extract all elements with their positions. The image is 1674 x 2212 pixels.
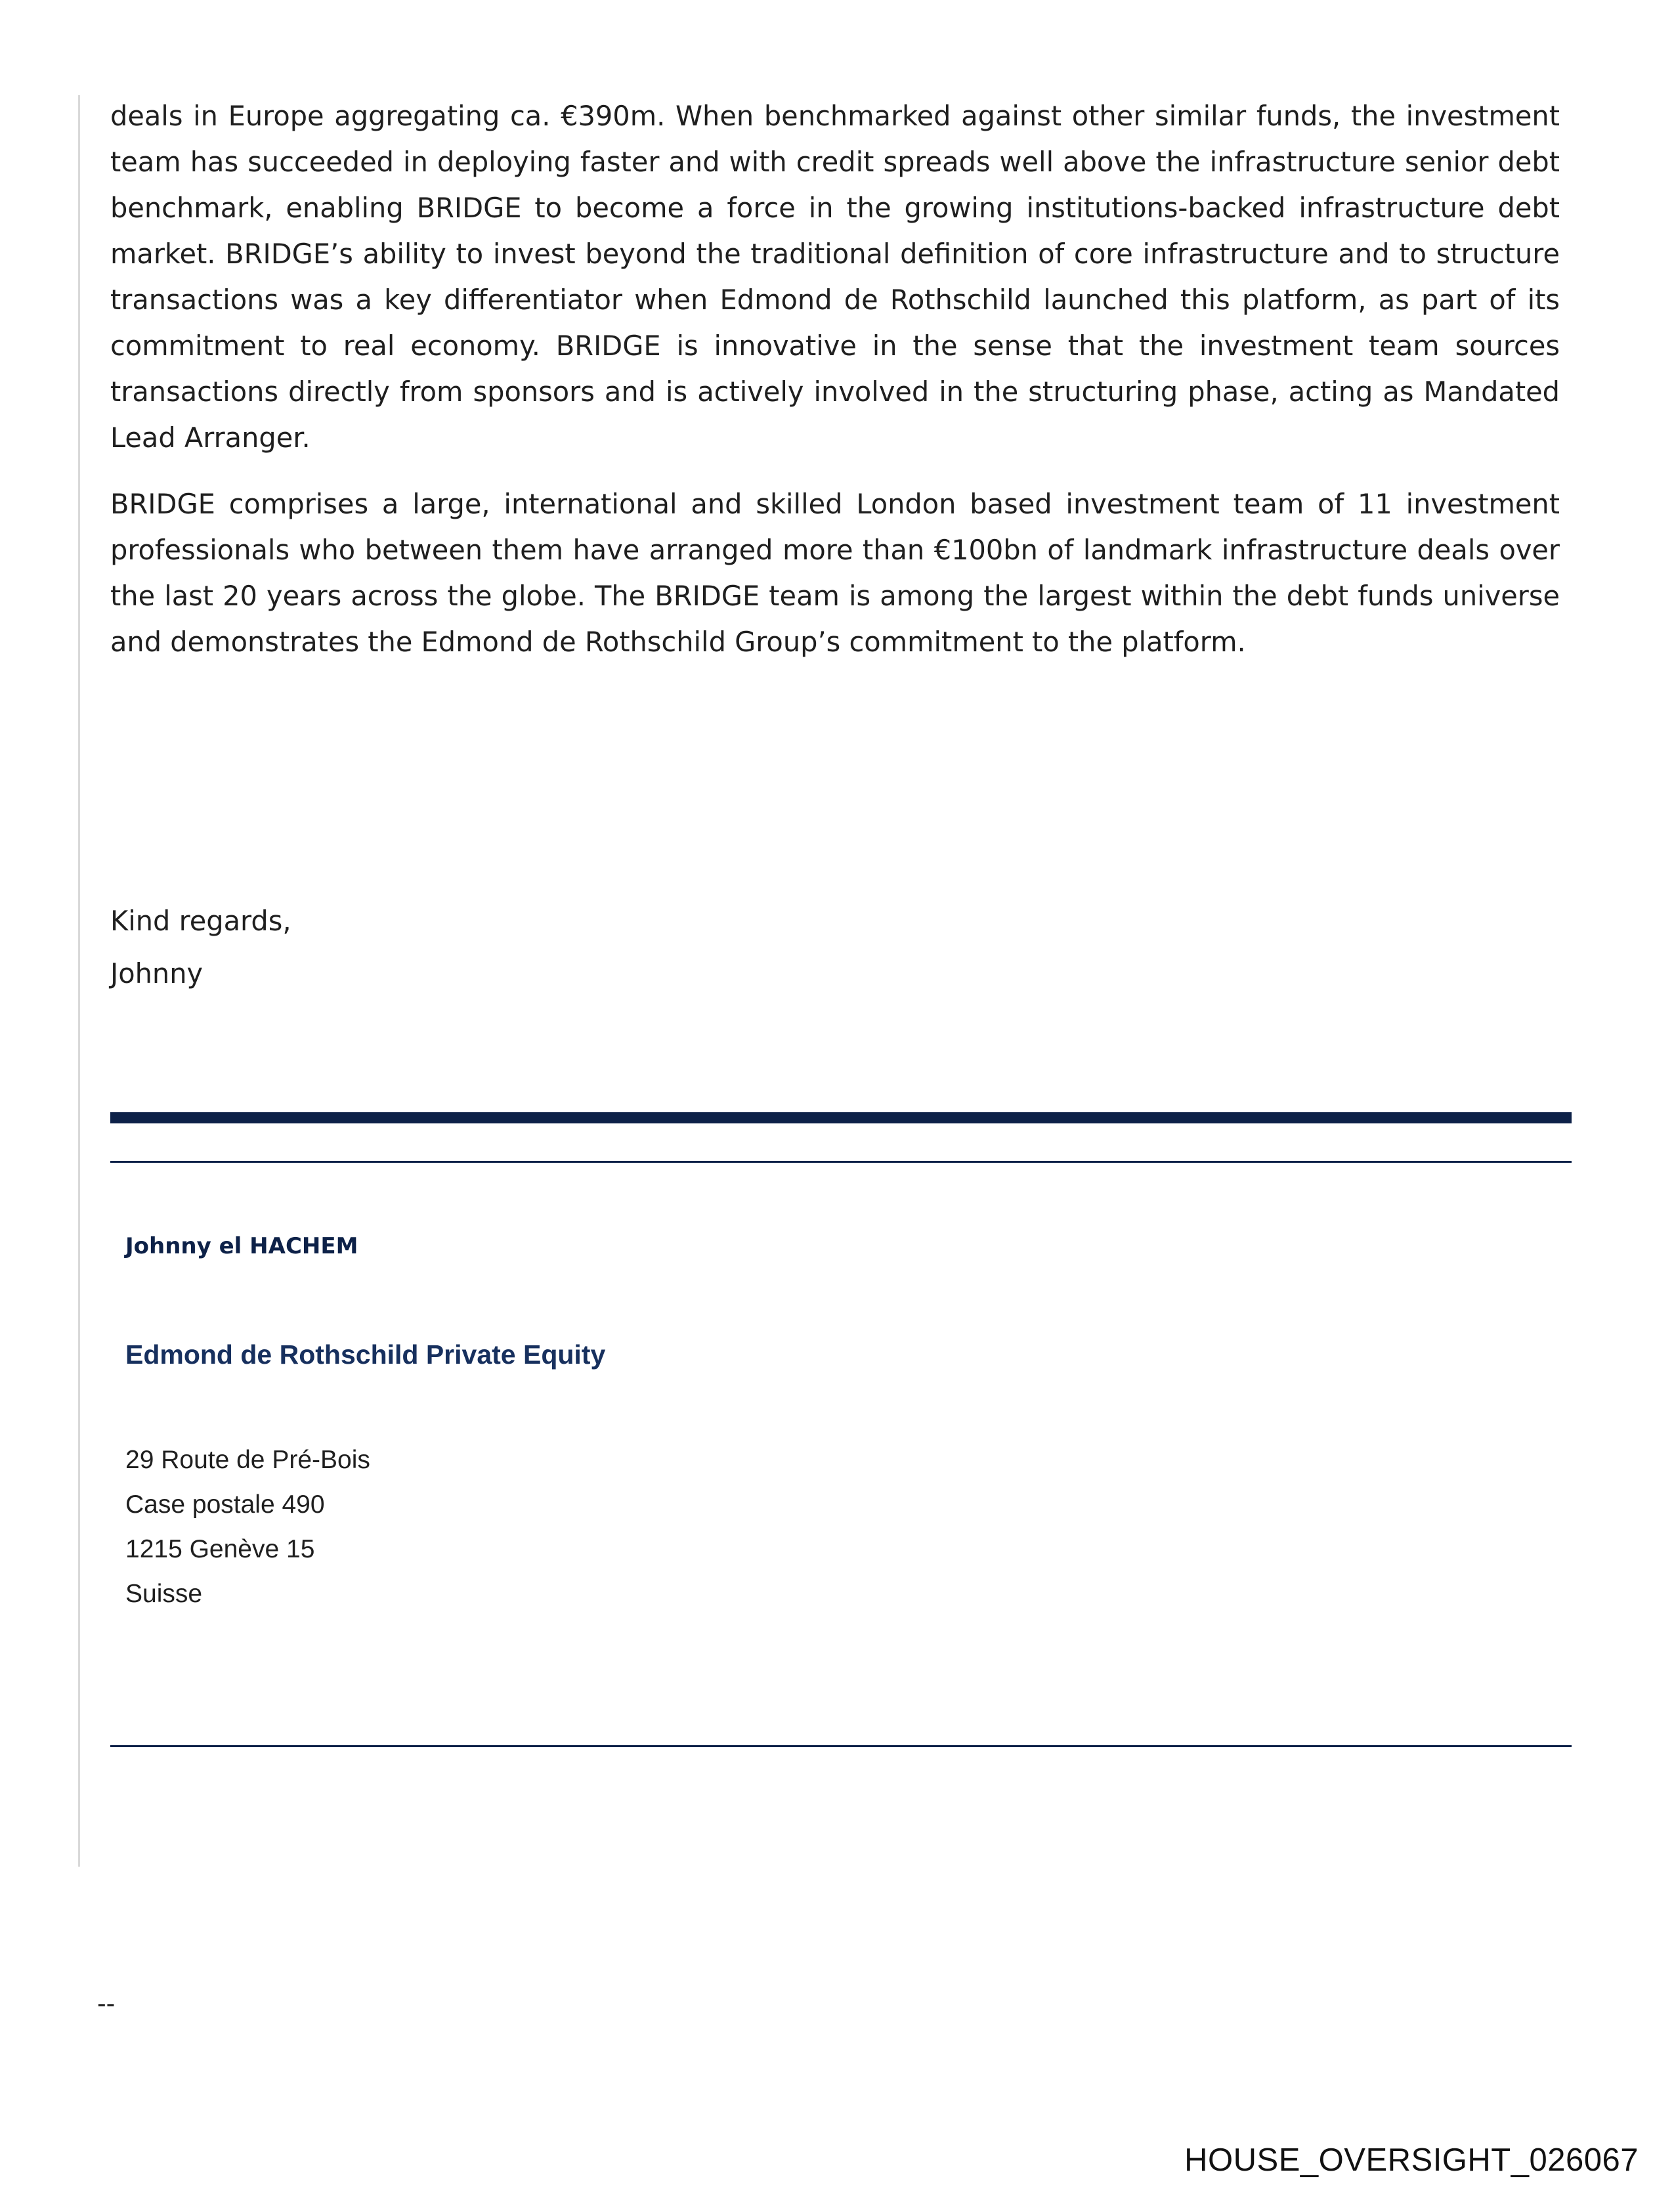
signoff-name: Johnny [110,957,204,989]
signature-top-divider [110,1112,1572,1123]
letter-paragraph-2: BRIDGE comprises a large, international and skilled London based investment team of 11 investment professionals who between them have arranged more than €100bn of landmark infrastructure deals over the last 20 years across the globe. The BRIDGE team is among the largest within the debt funds universe and demonstrates the Edmond de Rothschild Group’s commitment to the platform. [110,488,1560,658]
signature-thin-divider [110,1161,1572,1163]
email-separator: -- [97,1988,116,2018]
address-line: 1215 Genève 15 [125,1535,315,1563]
address-line: Suisse [125,1580,203,1608]
closing-salutation: Kind regards, [110,905,291,937]
signature-bottom-divider [110,1745,1572,1747]
signature-name: Johnny el HACHEM [125,1233,358,1259]
address-line: Case postale 490 [125,1490,325,1519]
signature-address [125,1438,370,1616]
quoted-text-bar [78,95,80,1867]
signature-company: Edmond de Rothschild Private Equity [125,1339,606,1370]
address-line: 29 Route de Pré-Bois [125,1446,370,1474]
bates-number: HOUSE_OVERSIGHT_026067 [1184,2142,1639,2178]
letter-paragraph-1: deals in Europe aggregating ca. €390m. When benchmarked against other similar funds, the investment team has succeeded in deploying faster and with credit spreads well above the infrastructure senior debt benchmark, enabling BRIDGE to become a force in the growing institutions-backed infrastructure debt market. BRIDGE’s ability to invest beyond the traditional definition of core infrastructure and to structure transactions was a key differentiator when Edmond de Rothschild launched this platform, as part of its commitment to real economy. BRIDGE is innovative in the sense that the investment team sources transactions directly from sponsors and is actively involved in the structuring phase, acting as Mandated Lead Arranger. [110,100,1560,454]
